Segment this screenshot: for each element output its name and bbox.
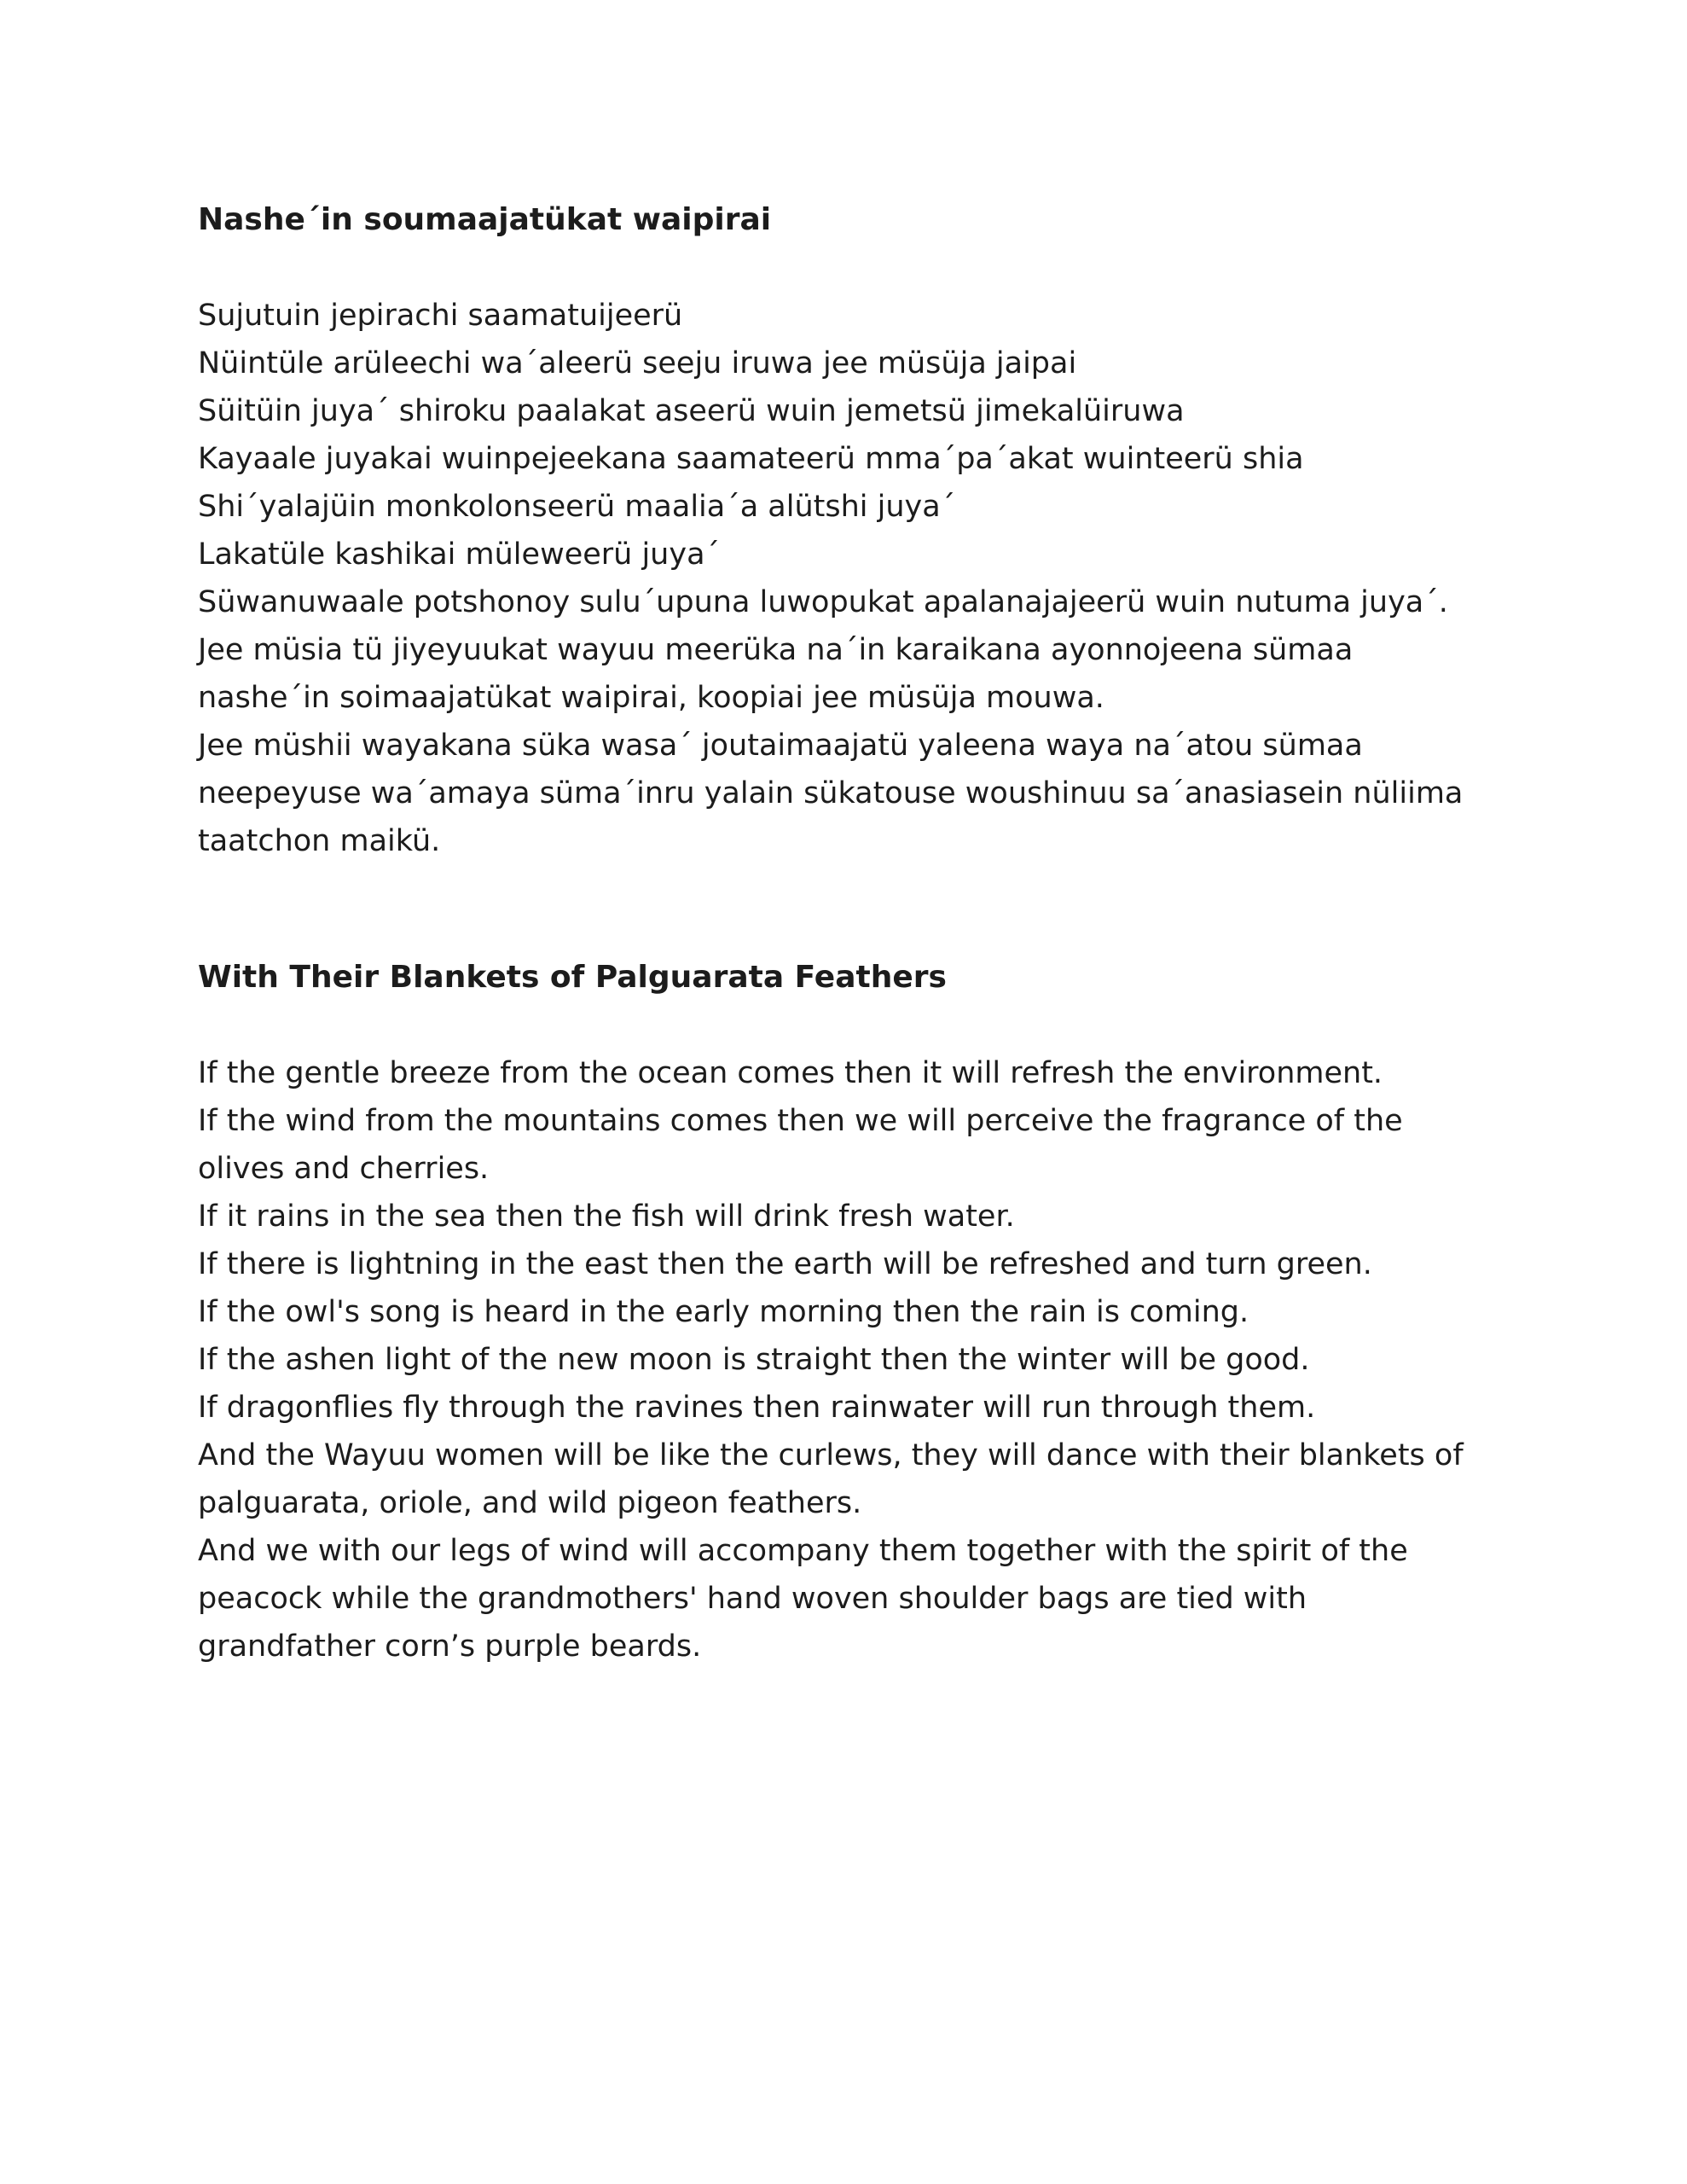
poem-line: Nüintüle arüleechi wa´aleerü seeju iruwa jee müsüja jaipai	[198, 346, 1077, 380]
poem-line: If the ashen light of the new moon is straight then the winter will be good.	[198, 1343, 1310, 1377]
poem-line: nashe´in soimaajatükat waipirai, koopiai jee müsüja mouwa.	[198, 681, 1104, 715]
poem-line: If the wind from the mountains comes then we will perceive the fragrance of the	[198, 1104, 1403, 1138]
poem-body	[198, 292, 1463, 865]
poem-line: If the owl's song is heard in the early morning then the rain is coming.	[198, 1295, 1249, 1329]
poem-line: Lakatüle kashikai müleweerü juya´	[198, 537, 721, 572]
poem-line: Kayaale juyakai wuinpejeekana saamateerü mma´pa´akat wuinteerü shia	[198, 442, 1304, 476]
poem-line: If dragonflies fly through the ravines then rainwater will run through them.	[198, 1391, 1316, 1425]
poem-line: Jee müsia tü jiyeyuukat wayuu meerüka na´in karaikana ayonnojeena sümaa	[198, 633, 1354, 667]
poem-line: And we with our legs of wind will accompany them together with the spirit of the	[198, 1534, 1408, 1568]
poem-line: Süitüin juya´ shiroku paalakat aseerü wuin jemetsü jimekalüiruwa	[198, 394, 1185, 428]
poem-line: If it rains in the sea then the fish will drink fresh water.	[198, 1199, 1015, 1234]
poem-line: palguarata, oriole, and wild pigeon feathers.	[198, 1486, 862, 1520]
poem-line: If there is lightning in the east then the earth will be refreshed and turn green.	[198, 1247, 1372, 1281]
poem-line: olives and cherries.	[198, 1152, 490, 1186]
poem-title: Nashe´in soumaajatükat waipirai	[198, 202, 772, 237]
poem-title: With Their Blankets of Palguarata Feathers	[198, 960, 947, 995]
poem-line: peacock while the grandmothers' hand woven shoulder bags are tied with	[198, 1582, 1307, 1616]
poem-line: taatchon maikü.	[198, 824, 441, 858]
poem-line: Süwanuwaale potshonoy sulu´upuna luwopukat apalanajajeerü wuin nutuma juya´.	[198, 585, 1448, 619]
poem-line: Jee müshii wayakana süka wasa´ joutaimaajatü yaleena waya na´atou sümaa	[198, 729, 1363, 763]
poem-line: grandfather corn’s purple beards.	[198, 1629, 702, 1664]
poem-body	[198, 1049, 1464, 1670]
poem-line: If the gentle breeze from the ocean comes then it will refresh the environment.	[198, 1056, 1383, 1090]
poem-line: Shi´yalajüin monkolonseerü maalia´a alütshi juya´	[198, 490, 956, 524]
poem-line: neepeyuse wa´amaya süma´inru yalain sükatouse woushinuu sa´anasiasein nüliima	[198, 776, 1464, 810]
poem-line: And the Wayuu women will be like the curlews, they will dance with their blankets of	[198, 1438, 1464, 1472]
poem-line: Sujutuin jepirachi saamatuijeerü	[198, 299, 683, 333]
